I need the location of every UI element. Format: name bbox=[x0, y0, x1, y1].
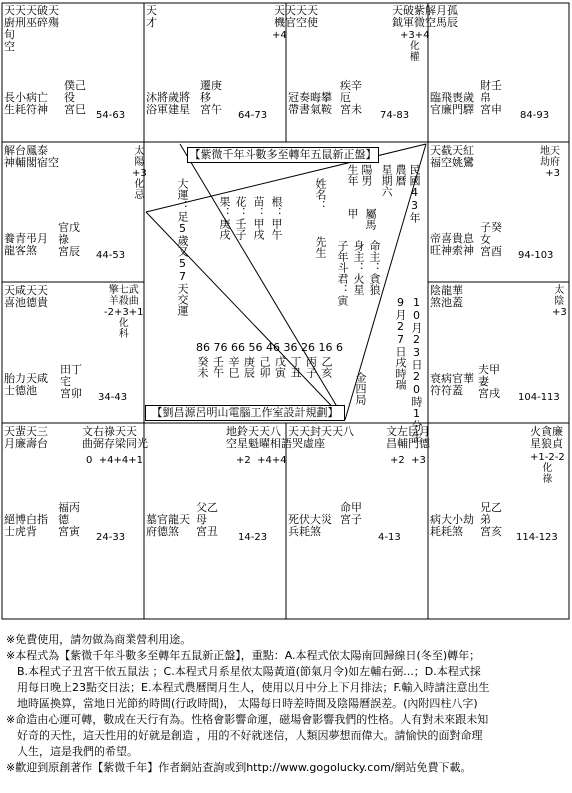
palace-wu-ganzhi: 遷庚 移 宮午 bbox=[200, 79, 222, 116]
dayun-age: 66 bbox=[231, 341, 245, 354]
dayun-age: 76 bbox=[213, 341, 228, 354]
palace-chou-mark: +2 +4+4 bbox=[236, 455, 287, 466]
palace-hai-mark: +1-2-2 化 祿 bbox=[530, 452, 565, 485]
gender-label: 陽男 bbox=[360, 164, 373, 186]
palace-si-ganzhi: 僕己 役 宮巳 bbox=[64, 79, 86, 116]
dayun-gz: 庚辰 bbox=[242, 356, 256, 378]
birth-lunar: 10月23日20時1分生 bbox=[410, 296, 423, 442]
dayun-gz: 戊寅 bbox=[273, 356, 287, 378]
note-line: ※免費使用，請勿做為商業營利用途。 bbox=[6, 633, 192, 646]
birth-solar: 9月27日戌時瑞 bbox=[394, 296, 407, 390]
palace-chen-ganzhi: 官戊 祿 宮辰 bbox=[58, 221, 80, 258]
sizhu-gen: 根：甲午 bbox=[270, 196, 283, 240]
dayun-gz: 壬午 bbox=[211, 356, 225, 378]
palace-hai-small-stars: 病大小劫 耗耗煞 bbox=[430, 513, 474, 538]
dayun-age: 86 bbox=[196, 341, 210, 354]
note-line: 地時區換算，當地日光節約時間(行政時間)， 太陽每日時差時間及陰陽曆誤差。(內附四柱八字) bbox=[6, 697, 478, 710]
shen-zhu: 身主：火星 bbox=[352, 240, 365, 295]
palace-yin-stars: 天蜚天三 月廉壽台 bbox=[4, 425, 48, 450]
dayun-label: 大運：足5歲又57天交運 bbox=[176, 178, 189, 316]
note-line: ※歡迎到原創著作【紫微千年】作者網站查詢或到http://www.gogolucky.com/網站免費下載。 bbox=[6, 761, 472, 774]
birth-year-label: 生年 bbox=[346, 164, 359, 186]
dayun-age: 16 bbox=[318, 341, 333, 354]
palace-yin-small-stars: 絕博白指 士虎背 bbox=[4, 513, 48, 538]
palace-xu-side: 太 陰 +3 bbox=[552, 285, 567, 318]
palace-hai-ganzhi: 兄乙 弟 宮亥 bbox=[480, 501, 502, 538]
dayun-age: 26 bbox=[301, 341, 315, 354]
sizhu-guo: 果：庚戌 bbox=[218, 196, 231, 240]
palace-yin-side: 文右祿天天 曲弼存梁同光 bbox=[82, 425, 148, 450]
palace-chou-small-stars: 墓官龍天 府德煞 bbox=[146, 513, 190, 538]
dayun-gz: 丙子 bbox=[304, 356, 318, 378]
ming-zhu: 命主：貪狼 bbox=[368, 240, 381, 295]
palace-shen-stars: 天破紫解月孤 鉞軍微空馬辰 bbox=[392, 4, 458, 29]
palace-chou-ganzhi: 父乙 母 宮丑 bbox=[196, 501, 218, 538]
sizhu-miao: 苗：甲戌 bbox=[252, 196, 265, 240]
palace-shen-small-stars: 臨飛喪歲 官廉門驛 bbox=[430, 91, 474, 116]
palace-chou-stars: 地鈴天天八 空星魁曜相語哭虛座 bbox=[226, 425, 325, 450]
note-line: 好奇的天性，這天性用的好就是創造 ，用的不好就迷信，人類因夢想而偉大。請愉快的面對命理 bbox=[6, 729, 483, 742]
dayun-gz: 丁丑 bbox=[289, 356, 302, 378]
palace-zi-side: 文左巨月 昌輔門德 bbox=[386, 425, 430, 450]
palace-yin-ganzhi: 福丙 德 宮寅 bbox=[58, 501, 80, 538]
palace-wei-range: 74-83 bbox=[380, 110, 410, 121]
dayun-age: 46 bbox=[266, 341, 280, 354]
jia-label: 甲 bbox=[346, 208, 359, 219]
palace-hai-stars: 火貪廉 星狼貞 bbox=[530, 425, 563, 450]
dayun-age: 6 bbox=[336, 341, 343, 354]
palace-yin-mark: 0 +4+4+1 bbox=[86, 455, 143, 466]
palace-mao-small-stars: 胎力天咸 士德池 bbox=[4, 372, 48, 397]
palace-chen-range: 44-53 bbox=[96, 250, 126, 261]
chart-title: 【紫微千年斗數多至轉年五鼠新正盤】 bbox=[187, 147, 379, 163]
palace-mao-side: 擎七武 羊殺曲 -2+3+1 化 科 bbox=[104, 285, 144, 340]
xiansheng: 先生 bbox=[314, 236, 327, 258]
palace-zi-ganzhi: 命甲 宮子 bbox=[340, 501, 362, 526]
dayun-gz: 己卯 bbox=[258, 356, 271, 378]
palace-xu-stars: 陰龍華 煞池蓋 bbox=[430, 284, 463, 309]
name-label: 姓名： bbox=[314, 178, 327, 211]
palace-chen-stars: 解台鳳泰 神輔閣宿空 bbox=[4, 144, 59, 169]
palace-wei-stars: 天天天天 機官空使 bbox=[274, 4, 318, 29]
palace-si-stars: 天天天破天 廚刑巫碎殤 旬 空 bbox=[4, 4, 59, 53]
palace-wei-small-stars: 冠奏晦攀 帶書氣鞍 bbox=[288, 91, 332, 116]
palace-hai-range: 114-123 bbox=[516, 532, 558, 543]
note-line: 人生，這是我們的希望。 bbox=[6, 745, 138, 758]
palace-yin-range: 24-33 bbox=[96, 532, 126, 543]
note-line: ※命造由心運可轉，數成在天行有為。性格會影響命運，磁場會影響我們的性格。人有對未來跟未知 bbox=[6, 713, 489, 726]
palace-you-side: 地天 劫府 +3 bbox=[540, 146, 560, 179]
palace-mao-stars: 天咸天天 喜池德貴 bbox=[4, 284, 48, 309]
zidou: 子年斗君：寅 bbox=[336, 240, 349, 306]
dayun-age: 36 bbox=[283, 341, 298, 354]
palace-xu-small-stars: 衰病官華 符符蓋 bbox=[430, 372, 474, 397]
palace-zi-stars: 天天封天天八 bbox=[288, 425, 354, 438]
dayun-ages bbox=[196, 342, 343, 354]
palace-you-stars: 天截天紅 福空姚鸞 bbox=[430, 144, 474, 169]
palace-shen-ganzhi: 財壬 帛 宮申 bbox=[480, 79, 502, 116]
dayun-gz: 乙亥 bbox=[320, 356, 333, 378]
note-line: ※本程式為【紫微千年斗數多至轉年五鼠新正盤】，重點：A.本程式依太陽南回歸線日(冬至)轉年； bbox=[6, 649, 481, 662]
zodiac-label: 屬馬 bbox=[364, 208, 377, 230]
dayun-gz-row bbox=[196, 356, 332, 381]
dayun-gz: 癸未 bbox=[196, 356, 209, 378]
note-line: 用每日晚上23點交日法；E.本程式農曆閏月生人，使用以月中分上下月排法；F.輸入時請注意出生 bbox=[6, 681, 490, 694]
palace-si-range: 54-63 bbox=[96, 110, 126, 121]
palace-shen-mark: +3+4 化 權 bbox=[400, 30, 430, 63]
palace-wu-range: 64-73 bbox=[238, 110, 268, 121]
palace-zi-range: 4-13 bbox=[378, 532, 401, 543]
palace-chou-range: 14-23 bbox=[238, 532, 268, 543]
minguo-year: 民國43年 bbox=[408, 164, 421, 223]
palace-wu-mark: +4 bbox=[272, 30, 287, 41]
palace-shen-range: 84-93 bbox=[520, 110, 550, 121]
dayun-age: 56 bbox=[248, 341, 263, 354]
palace-you-range: 94-103 bbox=[518, 250, 554, 261]
palace-zi-small-stars: 死伏大災 兵耗煞 bbox=[288, 513, 332, 538]
note-line: B.本程式子丑宮干依五鼠法 ；C.本程式月系星依太陽黃道(節氣月令)如左輔右弼...；D.本程式採 bbox=[6, 665, 481, 678]
palace-xu-ganzhi: 夫甲 妻 宮戌 bbox=[478, 363, 500, 400]
palace-wei-ganzhi: 疾辛 厄 宮未 bbox=[340, 79, 362, 116]
palace-wu-small-stars: 沐將歲將 浴軍建星 bbox=[146, 91, 190, 116]
palace-mao-ganzhi: 田丁 宅 宮卯 bbox=[60, 363, 82, 400]
palace-zi-mark: +2 +3 bbox=[390, 455, 426, 466]
notes-section bbox=[6, 632, 566, 776]
xingqi: 星期六 bbox=[380, 164, 393, 197]
palace-you-small-stars: 帝喜貴息 旺神索神 bbox=[430, 232, 474, 257]
wuxing-ju: 金四局 bbox=[354, 372, 367, 405]
palace-si-small-stars: 長小病亡 生耗符神 bbox=[4, 91, 48, 116]
palace-wu-stars: 天 才 bbox=[146, 4, 157, 29]
palace-you-ganzhi: 子癸 女 宮酉 bbox=[480, 221, 502, 258]
palace-xu-range: 104-113 bbox=[518, 392, 560, 403]
chart-credit: 【劉昌源呂明山電腦工作室設計規劃】 bbox=[145, 405, 345, 421]
sizhu-hua: 花：壬子 bbox=[234, 196, 247, 240]
nongli-label: 農曆 bbox=[394, 164, 407, 186]
dayun-gz: 辛巳 bbox=[227, 356, 240, 378]
palace-mao-range: 34-43 bbox=[98, 392, 128, 403]
palace-chen-side: 太 陽 +3 化 忌 bbox=[132, 146, 147, 201]
palace-chen-small-stars: 養青弔月 龍客煞 bbox=[4, 232, 48, 257]
